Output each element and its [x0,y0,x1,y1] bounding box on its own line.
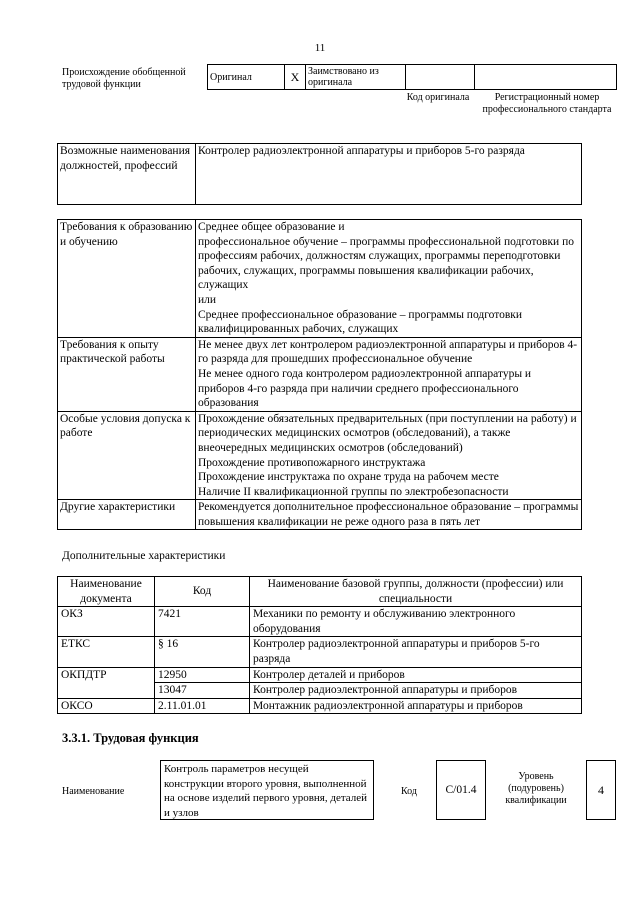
req-line: Среднее профессиональное образование – программы подготовки квалифицированных рабочих, служащих [198,308,523,336]
cell-name: Контролер радиоэлектронной аппаратуры и приборов [250,683,582,699]
function-code-label: Код [401,786,417,797]
req-line: Прохождение противопожарного инструктажа [198,456,426,469]
extra-table [57,576,582,714]
req-label: Требования к опыту практической работы [58,337,196,411]
cell-name: Контролер радиоэлектронной аппаратуры и приборов 5-го разряда [250,637,582,667]
cell-code: § 16 [155,637,250,667]
cell-code: 7421 [155,607,250,637]
function-name-label: Наименование [62,786,125,797]
req-value [196,337,582,411]
code-original-label: Код оригинала [406,92,470,103]
req-line: Среднее общее образование и [198,221,345,233]
function-code-value: C/01.4 [436,760,486,820]
req-value [196,411,582,500]
req-line: Прохождение инструктажа по охране труда на рабочем месте [198,471,499,484]
cell-doc: ОКСО [58,698,155,714]
qualification-level-label: Уровень (подуровень) квалификации [505,771,567,806]
req-other-row [58,500,582,530]
req-education-row [58,220,582,338]
original-cell: Оригинал [208,65,285,90]
extra-title: Дополнительные характеристики [62,550,226,562]
qualification-level-value: 4 [586,760,616,820]
cell-doc: ОКПДТР [58,667,155,698]
table-row [58,667,582,683]
reg-number-label: Регистрационный номер профессионального стандарта [482,92,612,115]
cell-name: Механики по ремонту и обслуживанию электронного оборудования [250,607,582,637]
req-line: профессиональное обучение – программы профессиональной подготовки по профессиям рабочих, должностям служащих, программы переподготовки рабочих, служащих, программы повышения квалификации рабочих, служащих [198,235,574,292]
req-line: или [198,293,217,306]
req-conditions-row [58,411,582,500]
req-label: Требования к образованию и обучению [58,220,196,338]
req-value [196,220,582,338]
extra-header-row [58,577,582,607]
req-line: Наличие II квалификационной группы по электробезопасности [198,485,509,498]
section-title: 3.3.1. Трудовая функция [62,731,199,745]
cell-doc: ЕТКС [58,637,155,667]
req-line: Прохождение обязательных предварительных (при поступлении на работу) и периодических медицинских осмотров (обследований), а также внеочередных медицинских осмотров (обследований) [198,412,577,454]
origin-table [207,64,617,90]
origin-label: Происхождение обобщенной трудовой функции [62,67,186,90]
cell-code: 12950 [155,667,250,683]
cell-name: Контролер деталей и приборов [250,667,582,683]
col-header: Код [155,577,250,607]
original-code-cell [406,65,475,90]
positions-table [57,143,582,205]
req-label: Другие характеристики [58,500,196,530]
table-row [58,698,582,714]
req-line: Рекомендуется дополнительное профессиональное образование – программы повышения квалификации не реже одного раза в пять лет [198,501,579,528]
positions-value: Контролер радиоэлектронной аппаратуры и приборов 5-го разряда [196,144,582,205]
cell-code: 13047 [155,683,250,699]
reg-number-cell [475,65,617,90]
borrowed-cell: Заимствовано из оригинала [306,65,406,90]
req-label: Особые условия допуска к работе [58,411,196,500]
req-value [196,500,582,530]
function-name-value: Контроль параметров несущей конструкции второго уровня, выполненной на основе изделий первого уровня, деталей и узлов [160,760,374,820]
original-mark: X [285,65,306,90]
cell-doc: ОКЗ [58,607,155,637]
positions-label: Возможные наименования должностей, профессий [58,144,196,205]
req-line: Не менее двух лет контролером радиоэлектронной аппаратуры и приборов 4-го разряда для прошедших профессиональное обучение [198,338,578,366]
table-row [58,607,582,637]
requirements-table [57,219,582,530]
col-header: Наименование документа [58,577,155,607]
table-row [58,637,582,667]
req-experience-row [58,337,582,411]
req-line: Не менее одного года контролером радиоэлектронной аппаратуры и приборов 4-го разряда при наличии среднего профессионального образования [198,367,532,410]
page-number: 11 [314,42,326,54]
cell-name: Монтажник радиоэлектронной аппаратуры и приборов [250,698,582,714]
cell-code: 2.11.01.01 [155,698,250,714]
col-header: Наименование базовой группы, должности (профессии) или специальности [250,577,582,607]
